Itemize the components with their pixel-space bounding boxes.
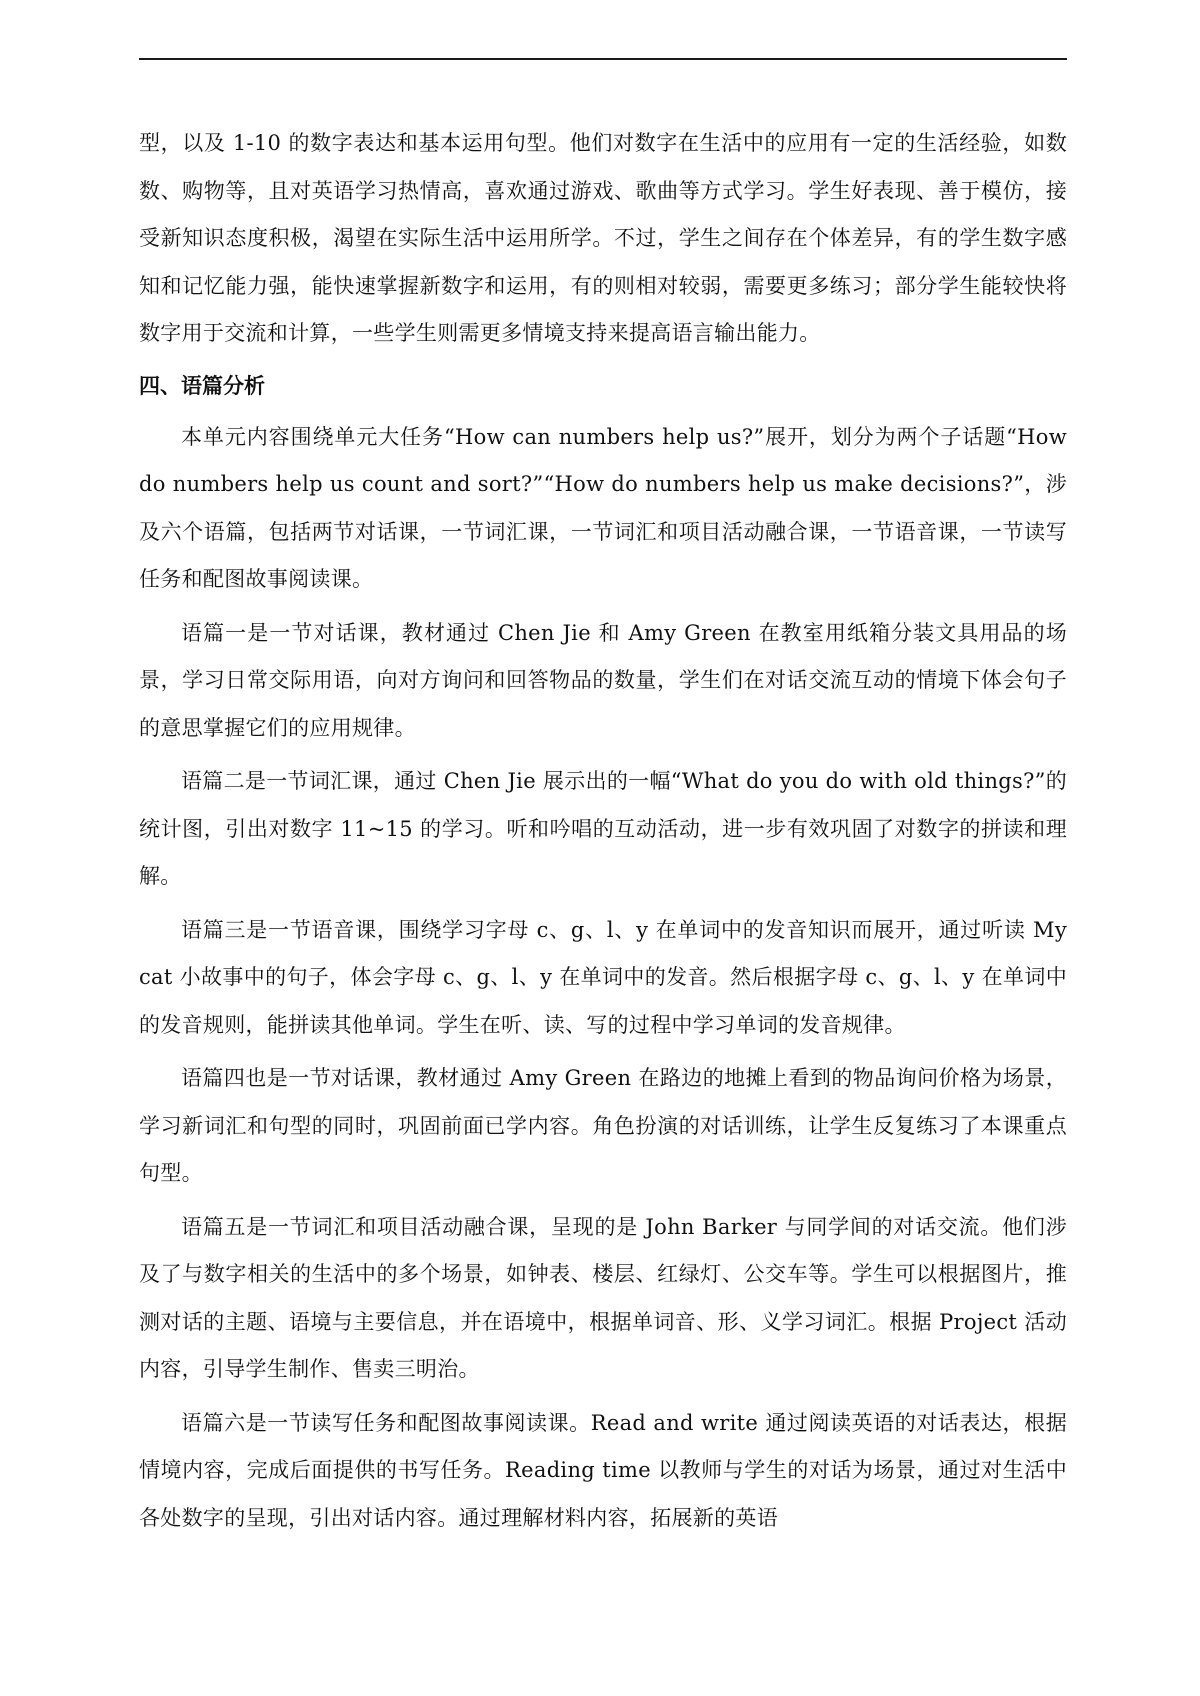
paragraph-unit-overview: 本单元内容围绕单元大任务“How can numbers help us?”展开，划分为两个子话题“How do numbers help us count and sort?”“How do numbers help us make decisions?”，涉及六个语篇，包括两节对话课，一节词汇课，一节词汇和项目活动融合课，一节语音课，一节读写任务和配图故事阅读课。 [139, 424, 1067, 591]
document-body [139, 120, 1067, 1548]
paragraph-text-3: 语篇三是一节语音课，围绕学习字母 c、g、l、y 在单词中的发音知识而展开，通过听读 My cat 小故事中的句子，体会字母 c、g、l、y 在单词中的发音。然后根据字母 c、g、l、y 在单词中的发音规则，能拼读其他单词。学生在听、读、写的过程中学习单词的发音规律。 [139, 917, 1067, 1037]
paragraph-text-1: 语篇一是一节对话课，教材通过 Chen Jie 和 Amy Green 在教室用纸箱分装文具用品的场景，学习日常交际用语，向对方询问和回答物品的数量，学生们在对话交流互动的情境下体会句子的意思掌握它们的应用规律。 [139, 620, 1067, 740]
section-heading: 四、语篇分析 [139, 372, 265, 398]
paragraph-text-6: 语篇六是一节读写任务和配图故事阅读课。Read and write 通过阅读英语的对话表达，根据情境内容，完成后面提供的书写任务。Reading time 以教师与学生的对话为场景，通过对生活中各处数字的呈现，引出对话内容。通过理解材料内容，拓展新的英语 [139, 1410, 1067, 1530]
intro-paragraph: 型，以及 1-10 的数字表达和基本运用句型。他们对数字在生活中的应用有一定的生活经验，如数数、购物等，且对英语学习热情高，喜欢通过游戏、歌曲等方式学习。学生好表现、善于模仿，接受新知识态度积极，渴望在实际生活中运用所学。不过，学生之间存在个体差异，有的学生数字感知和记忆能力强，能快速掌握新数字和运用，有的则相对较弱，需要更多练习；部分学生能较快将数字用于交流和计算，一些学生则需更多情境支持来提高语言输出能力。 [139, 131, 1067, 345]
paragraph-text-4: 语篇四也是一节对话课，教材通过 Amy Green 在路边的地摊上看到的物品询问价格为场景，学习新词汇和句型的同时，巩固前面已学内容。角色扮演的对话训练，让学生反复练习了本课重点句型。 [139, 1066, 1067, 1185]
paragraph-text-2: 语篇二是一节词汇课，通过 Chen Jie 展示出的一幅“What do you do with old things?”的统计图，引出对数字 11~15 的学习。听和吟唱的互动活动，进一步有效巩固了对数字的拼读和理解。 [139, 769, 1067, 888]
header-rule [139, 58, 1067, 60]
paragraph-text-5: 语篇五是一节词汇和项目活动融合课，呈现的是 John Barker 与同学间的对话交流。他们涉及了与数字相关的生活中的多个场景，如钟表、楼层、红绿灯、公交车等。学生可以根据图片，推测对话的主题、语境与主要信息，并在语境中，根据单词音、形、义学习词汇。根据 Project 活动内容，引导学生制作、售卖三明治。 [139, 1214, 1067, 1381]
